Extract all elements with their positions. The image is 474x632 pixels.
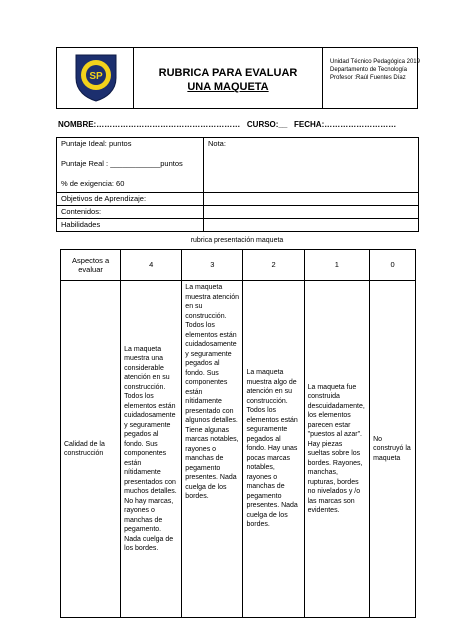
- nombre-field[interactable]: NOMBRE:………………………………………………: [58, 120, 241, 129]
- header-cell: 0: [370, 250, 416, 281]
- puntaje-ideal: Puntaje Ideal: puntos: [61, 139, 132, 148]
- level-4-cell: La maqueta muestra una considerable atención en su construcción. Todos los elementos están cuidadosamente y seguramente pegados al fondo. Sus componentes están nítidamente presentados con muchos detalles. No hay marcas, rayones o manchas de pegamento. Nada cuelga de los bordes.: [121, 281, 182, 618]
- puntaje-real: Puntaje Real : ____________puntos: [61, 159, 183, 168]
- header-cell: 3: [182, 250, 243, 281]
- rubric-title: rubrica presentación maqueta: [190, 237, 284, 244]
- school-logo: [72, 52, 120, 102]
- institution-line: Unidad Técnico Pedagógica 2019: [330, 59, 420, 65]
- rubric-table: [60, 249, 416, 618]
- title-line-2: UNA MAQUETA: [187, 81, 269, 93]
- habilidades-label: Habilidades: [57, 219, 204, 232]
- info-table: [56, 137, 419, 232]
- exigencia: % de exigencia: 60: [61, 179, 125, 188]
- objetivos-value: [204, 193, 419, 206]
- score-cell: [57, 138, 204, 193]
- level-1-cell: La maqueta fue construida descuidadamente, los elementos parecen estar "puestos al azar". Hay piezas sueltas sobre los bordes. Rayones, manchas, rupturas, bordes no nivelados y /o las marcas son evidentes.: [304, 281, 369, 618]
- contenidos-label: Contenidos:: [57, 206, 204, 219]
- institution-line: Profesor :Raúl Fuentes Díaz: [330, 75, 406, 81]
- institution-line: Departamento de Tecnología: [330, 67, 407, 73]
- fecha-field[interactable]: FECHA:………………………: [294, 120, 397, 129]
- habilidades-value: [204, 219, 419, 232]
- rubric-row: [61, 281, 416, 618]
- rubric-header-row: [61, 250, 416, 281]
- contenidos-value: [204, 206, 419, 219]
- level-3-cell: La maqueta muestra atención en su construcción. Todos los elementos están cuidadosamente y seguramente pegados al fondo. Sus componentes están nítidamente presentado con algunos detalles. Tiene algunas marcas notables, rayones o manchas de pegamento presentes. Nada cuelga de los bordes.: [182, 281, 243, 618]
- title-line-1: RUBRICA PARA EVALUAR: [158, 67, 298, 79]
- nota-cell: Nota:: [204, 138, 419, 193]
- header-cell: 1: [304, 250, 369, 281]
- document-title: [134, 66, 322, 94]
- student-fields: [58, 120, 396, 129]
- level-2-cell: La maqueta muestra algo de atención en su construcción. Todos los elementos están seguramente pegados al fondo. Hay unas pocas marcas notables, rayones o manchas de pegamento presentes. Nada cuelga de los bordes.: [243, 281, 304, 618]
- header-divider: [322, 47, 323, 109]
- header-cell: 2: [243, 250, 304, 281]
- level-0-cell: No construyó la maqueta: [370, 281, 416, 618]
- institution-info: [330, 58, 420, 82]
- logo-initials: SP: [89, 71, 103, 82]
- criterion-cell: Calidad de la construcción: [61, 281, 121, 618]
- objetivos-label: Objetivos de Aprendizaje:: [57, 193, 204, 206]
- curso-field[interactable]: CURSO:__: [246, 120, 288, 129]
- header-cell: Aspectos a evaluar: [61, 250, 121, 281]
- header-cell: 4: [121, 250, 182, 281]
